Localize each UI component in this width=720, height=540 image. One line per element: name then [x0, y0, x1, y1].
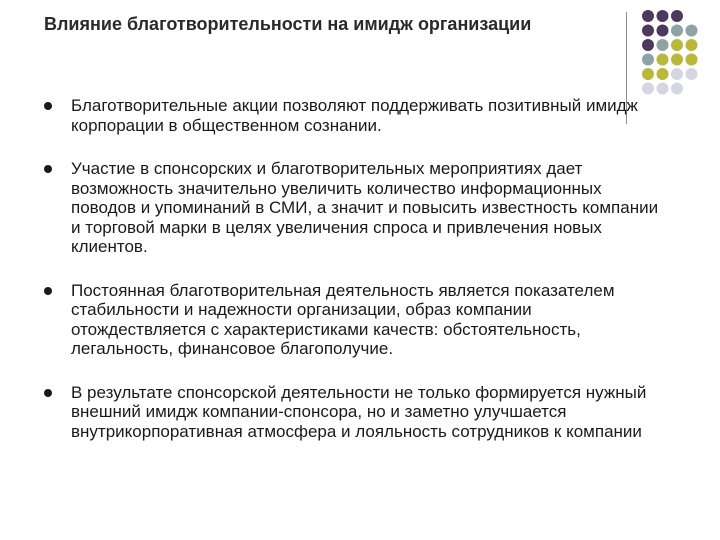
- decorative-dot: [657, 83, 669, 95]
- decorative-dot: [642, 54, 654, 66]
- bullet-text: Участие в спонсорских и благотворительных мероприятиях дает возможность значительно увеличить количество информационных поводов и упоминаний в СМИ, а значит и повысить известность компании и торговой марки в целях увеличения спроса и привлечения новых клиентов.: [71, 159, 659, 256]
- decorative-dot: [686, 25, 698, 37]
- decorative-dot: [671, 68, 683, 80]
- bullet-dot-icon: [44, 102, 52, 110]
- bullet-list: [44, 96, 664, 441]
- decorative-dot: [657, 25, 669, 37]
- decorative-dot: [642, 10, 654, 22]
- bullet-text: В результате спонсорской деятельности не только формируется нужный внешний имидж компании-спонсора, но и заметно улучшается внутрикорпоративная атмосфера и лояльность сотрудников к компании: [71, 382, 647, 441]
- decorative-dot: [671, 54, 683, 66]
- decorative-dot: [686, 39, 698, 51]
- bullet-dot-icon: [44, 165, 52, 173]
- decorative-dot: [657, 10, 669, 22]
- decorative-dot: [642, 39, 654, 51]
- decorative-dot: [642, 68, 654, 80]
- decorative-dot: [671, 25, 683, 37]
- bullet-item: [44, 383, 664, 442]
- bullet-item: [44, 96, 664, 135]
- decorative-dot: [686, 54, 698, 66]
- bullet-item: [44, 159, 664, 257]
- decorative-dot: [642, 25, 654, 37]
- decorative-dot: [671, 83, 683, 95]
- decorative-dot: [657, 39, 669, 51]
- decorative-dot: [642, 83, 654, 95]
- decorative-dot: [671, 10, 683, 22]
- decorative-dot: [686, 68, 698, 80]
- decorative-dot: [671, 39, 683, 51]
- bullet-dot-icon: [44, 287, 52, 295]
- slide-title: Влияние благотворительности на имидж организации: [44, 14, 532, 34]
- bullet-item: [44, 281, 664, 359]
- decorative-dot: [657, 54, 669, 66]
- bullet-text: Постоянная благотворительная деятельность является показателем стабильности и надежности организации, образ компании отождествляется с характеристиками качеств: обстоятельность, легальность, финансовое благополучие.: [71, 280, 615, 358]
- bullet-text: Благотворительные акции позволяют поддерживать позитивный имидж корпорации в общественном сознании.: [71, 96, 638, 135]
- decorative-dot: [657, 68, 669, 80]
- bullet-dot-icon: [44, 389, 52, 397]
